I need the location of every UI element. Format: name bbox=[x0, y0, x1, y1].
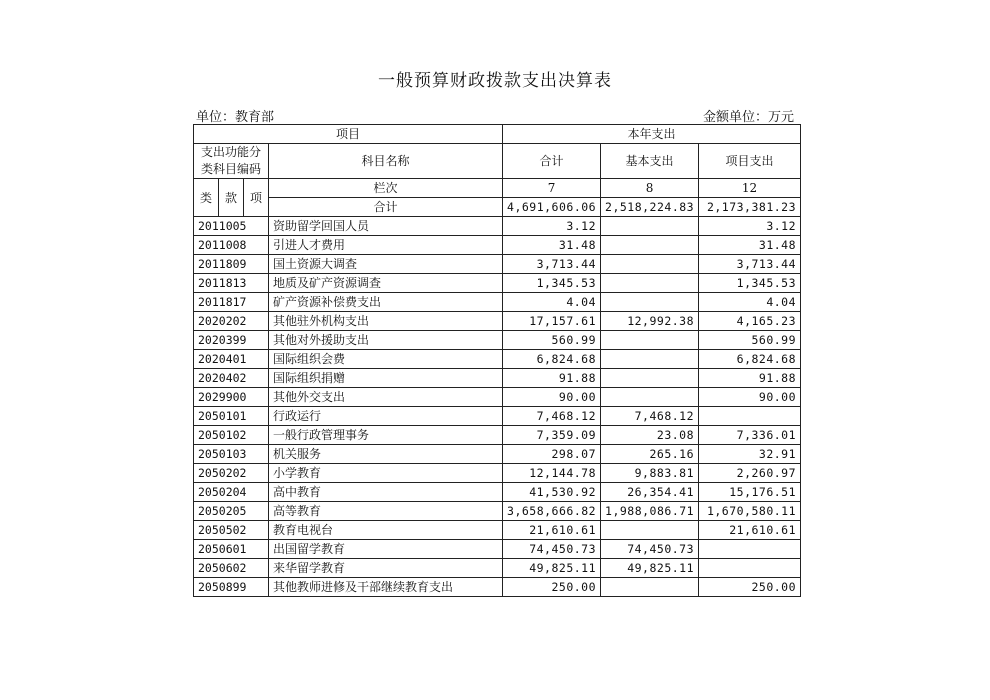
table-row bbox=[194, 464, 801, 483]
row-project: 21,610.61 bbox=[699, 521, 801, 540]
header-subject-name: 科目名称 bbox=[269, 144, 503, 179]
row-project bbox=[699, 407, 801, 426]
row-name: 矿产资源补偿费支出 bbox=[269, 293, 503, 312]
row-name: 国土资源大调查 bbox=[269, 255, 503, 274]
row-name: 高中教育 bbox=[269, 483, 503, 502]
row-project: 3.12 bbox=[699, 217, 801, 236]
column-number-row bbox=[194, 179, 801, 198]
table-row bbox=[194, 521, 801, 540]
row-name: 其他对外援助支出 bbox=[269, 331, 503, 350]
row-project: 560.99 bbox=[699, 331, 801, 350]
header-xiang: 项 bbox=[244, 179, 269, 217]
total-row bbox=[194, 198, 801, 217]
row-code: 2011005 bbox=[194, 217, 269, 236]
header-row-2 bbox=[194, 144, 801, 179]
row-total: 3,658,666.82 bbox=[503, 502, 601, 521]
row-basic bbox=[601, 521, 699, 540]
row-project: 6,824.68 bbox=[699, 350, 801, 369]
row-basic: 1,988,086.71 bbox=[601, 502, 699, 521]
row-total: 3.12 bbox=[503, 217, 601, 236]
table-row bbox=[194, 312, 801, 331]
row-total: 1,345.53 bbox=[503, 274, 601, 293]
row-code: 2050202 bbox=[194, 464, 269, 483]
row-name: 资助留学回国人员 bbox=[269, 217, 503, 236]
row-basic: 7,468.12 bbox=[601, 407, 699, 426]
table-row bbox=[194, 255, 801, 274]
header-total: 合计 bbox=[503, 144, 601, 179]
row-basic: 265.16 bbox=[601, 445, 699, 464]
row-code: 2050602 bbox=[194, 559, 269, 578]
table-row bbox=[194, 369, 801, 388]
row-project: 32.91 bbox=[699, 445, 801, 464]
row-project: 1,670,580.11 bbox=[699, 502, 801, 521]
row-project bbox=[699, 559, 801, 578]
table-row bbox=[194, 236, 801, 255]
row-total: 6,824.68 bbox=[503, 350, 601, 369]
row-name: 其他教师进修及干部继续教育支出 bbox=[269, 578, 503, 597]
row-project: 15,176.51 bbox=[699, 483, 801, 502]
row-code: 2050102 bbox=[194, 426, 269, 445]
row-name: 来华留学教育 bbox=[269, 559, 503, 578]
row-basic bbox=[601, 578, 699, 597]
table-row bbox=[194, 388, 801, 407]
table-row bbox=[194, 331, 801, 350]
table-row bbox=[194, 445, 801, 464]
row-project: 7,336.01 bbox=[699, 426, 801, 445]
page-title: 一般预算财政拨款支出决算表 bbox=[378, 71, 612, 91]
row-name: 教育电视台 bbox=[269, 521, 503, 540]
row-project: 250.00 bbox=[699, 578, 801, 597]
header-basic: 基本支出 bbox=[601, 144, 699, 179]
row-name: 高等教育 bbox=[269, 502, 503, 521]
row-total: 7,468.12 bbox=[503, 407, 601, 426]
row-total: 7,359.09 bbox=[503, 426, 601, 445]
row-total: 560.99 bbox=[503, 331, 601, 350]
row-code: 2050103 bbox=[194, 445, 269, 464]
currency-unit-label: 金额单位：万元 bbox=[702, 110, 794, 125]
row-basic bbox=[601, 350, 699, 369]
row-basic: 49,825.11 bbox=[601, 559, 699, 578]
row-project: 90.00 bbox=[699, 388, 801, 407]
header-item: 项目 bbox=[194, 125, 503, 144]
row-code: 2011008 bbox=[194, 236, 269, 255]
row-code: 2020202 bbox=[194, 312, 269, 331]
row-project: 1,345.53 bbox=[699, 274, 801, 293]
column-number-label: 栏次 bbox=[269, 179, 503, 198]
row-name: 其他外交支出 bbox=[269, 388, 503, 407]
row-name: 出国留学教育 bbox=[269, 540, 503, 559]
table-row bbox=[194, 502, 801, 521]
row-name: 其他驻外机构支出 bbox=[269, 312, 503, 331]
table-row bbox=[194, 483, 801, 502]
row-total: 74,450.73 bbox=[503, 540, 601, 559]
column-number-basic: 8 bbox=[601, 179, 699, 198]
table-row bbox=[194, 293, 801, 312]
row-name: 小学教育 bbox=[269, 464, 503, 483]
row-project: 3,713.44 bbox=[699, 255, 801, 274]
row-total: 31.48 bbox=[503, 236, 601, 255]
row-total: 12,144.78 bbox=[503, 464, 601, 483]
table-row bbox=[194, 559, 801, 578]
row-code: 2011813 bbox=[194, 274, 269, 293]
row-code: 2050502 bbox=[194, 521, 269, 540]
budget-table bbox=[193, 124, 801, 597]
row-code: 2029900 bbox=[194, 388, 269, 407]
row-project: 2,260.97 bbox=[699, 464, 801, 483]
row-total: 90.00 bbox=[503, 388, 601, 407]
row-total: 250.00 bbox=[503, 578, 601, 597]
table-row bbox=[194, 540, 801, 559]
row-total: 3,713.44 bbox=[503, 255, 601, 274]
row-basic bbox=[601, 331, 699, 350]
row-basic bbox=[601, 293, 699, 312]
header-row-1 bbox=[194, 125, 801, 144]
row-name: 地质及矿产资源调查 bbox=[269, 274, 503, 293]
header-lei: 类 bbox=[194, 179, 219, 217]
row-total: 41,530.92 bbox=[503, 483, 601, 502]
header-project: 项目支出 bbox=[699, 144, 801, 179]
row-basic bbox=[601, 255, 699, 274]
row-project bbox=[699, 540, 801, 559]
header-code-group: 支出功能分类科目编码 bbox=[194, 144, 269, 179]
row-basic: 12,992.38 bbox=[601, 312, 699, 331]
row-total: 49,825.11 bbox=[503, 559, 601, 578]
row-code: 2050601 bbox=[194, 540, 269, 559]
table-row bbox=[194, 407, 801, 426]
row-code: 2050205 bbox=[194, 502, 269, 521]
total-row-total: 4,691,606.06 bbox=[503, 198, 601, 217]
row-code: 2011817 bbox=[194, 293, 269, 312]
row-name: 国际组织会费 bbox=[269, 350, 503, 369]
row-total: 4.04 bbox=[503, 293, 601, 312]
row-code: 2050899 bbox=[194, 578, 269, 597]
row-total: 298.07 bbox=[503, 445, 601, 464]
row-name: 引进人才费用 bbox=[269, 236, 503, 255]
row-total: 17,157.61 bbox=[503, 312, 601, 331]
row-basic: 26,354.41 bbox=[601, 483, 699, 502]
row-basic bbox=[601, 217, 699, 236]
row-code: 2020401 bbox=[194, 350, 269, 369]
table-row bbox=[194, 217, 801, 236]
row-basic: 23.08 bbox=[601, 426, 699, 445]
row-name: 国际组织捐赠 bbox=[269, 369, 503, 388]
column-number-project: 12 bbox=[699, 179, 801, 198]
row-project: 31.48 bbox=[699, 236, 801, 255]
total-row-project: 2,173,381.23 bbox=[699, 198, 801, 217]
row-code: 2050204 bbox=[194, 483, 269, 502]
table-row bbox=[194, 578, 801, 597]
row-name: 机关服务 bbox=[269, 445, 503, 464]
row-name: 行政运行 bbox=[269, 407, 503, 426]
row-basic bbox=[601, 369, 699, 388]
table-row bbox=[194, 426, 801, 445]
total-row-label: 合计 bbox=[269, 198, 503, 217]
row-project: 4,165.23 bbox=[699, 312, 801, 331]
column-number-total: 7 bbox=[503, 179, 601, 198]
unit-label: 单位：教育部 bbox=[196, 110, 275, 125]
table-row bbox=[194, 274, 801, 293]
row-code: 2050101 bbox=[194, 407, 269, 426]
row-basic: 74,450.73 bbox=[601, 540, 699, 559]
header-kuan: 款 bbox=[219, 179, 244, 217]
row-code: 2020399 bbox=[194, 331, 269, 350]
header-current-year: 本年支出 bbox=[503, 125, 801, 144]
row-code: 2020402 bbox=[194, 369, 269, 388]
row-basic bbox=[601, 236, 699, 255]
row-code: 2011809 bbox=[194, 255, 269, 274]
row-name: 一般行政管理事务 bbox=[269, 426, 503, 445]
row-basic bbox=[601, 388, 699, 407]
row-basic bbox=[601, 274, 699, 293]
row-total: 21,610.61 bbox=[503, 521, 601, 540]
row-project: 91.88 bbox=[699, 369, 801, 388]
row-project: 4.04 bbox=[699, 293, 801, 312]
row-total: 91.88 bbox=[503, 369, 601, 388]
table-row bbox=[194, 350, 801, 369]
row-basic: 9,883.81 bbox=[601, 464, 699, 483]
total-row-basic: 2,518,224.83 bbox=[601, 198, 699, 217]
